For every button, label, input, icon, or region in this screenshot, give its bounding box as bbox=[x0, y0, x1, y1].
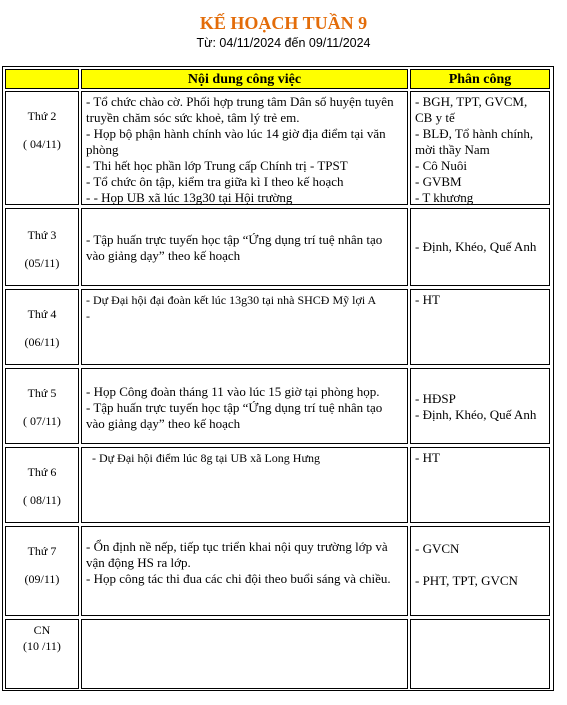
content-line: - bbox=[86, 309, 90, 323]
day-label: Thứ 7 bbox=[27, 544, 57, 558]
day-cell-tue bbox=[5, 208, 79, 286]
assign-line: - Định, Khéo, Quế Anh bbox=[415, 239, 537, 254]
assign-cell-sun bbox=[410, 619, 550, 689]
content-cell-sat bbox=[81, 526, 408, 616]
header-content-cell: Nội dung công việc bbox=[81, 69, 408, 89]
assign-line: - PHT, TPT, GVCN bbox=[415, 573, 518, 588]
assign-cell-thu bbox=[410, 368, 550, 444]
assign-line: - BLĐ, Tổ hành chính, mời thầy Nam bbox=[415, 126, 534, 157]
content-cell-tue bbox=[81, 208, 408, 286]
header-assign-cell: Phân công bbox=[410, 69, 550, 89]
content-cell-sun bbox=[81, 619, 408, 689]
day-date: ( 04/11) bbox=[23, 137, 61, 151]
assign-cell-mon bbox=[410, 91, 550, 205]
content-line: - Tổ chức chào cờ. Phối hợp trung tâm Dân số huyện tuyên truyền chăm sóc sức khoẻ, tâm lý trẻ em. bbox=[86, 94, 394, 125]
assign-cell-tue bbox=[410, 208, 550, 286]
assign-line: - GVCN bbox=[415, 541, 460, 556]
content-cell-fri bbox=[81, 447, 408, 523]
day-cell-mon bbox=[5, 91, 79, 205]
content-cell-thu bbox=[81, 368, 408, 444]
content-line: - Dự Đại hội điểm lúc 8g tại UB xã Long Hưng bbox=[92, 451, 320, 465]
assign-cell-fri bbox=[410, 447, 550, 523]
content-line: - Ổn định nề nếp, tiếp tục triển khai nội quy trường lớp và vận động HS ra lớp. bbox=[86, 539, 388, 570]
content-line: - Họp bộ phận hành chính vào lúc 14 giờ địa điểm tại văn phòng bbox=[86, 126, 386, 157]
assign-line: - BGH, TPT, GVCM, CB y tế bbox=[415, 94, 528, 125]
day-date: (09/11) bbox=[24, 572, 60, 586]
date-range: Từ: 04/11/2024 đến 09/11/2024 bbox=[196, 36, 371, 50]
day-label: Thứ 5 bbox=[27, 386, 57, 400]
assign-line: - HT bbox=[415, 450, 440, 465]
day-cell-thu bbox=[5, 368, 79, 444]
assign-line: - T khương bbox=[415, 190, 474, 205]
content-line: - Họp Công đoàn tháng 11 vào lúc 15 giờ tại phòng họp. bbox=[86, 384, 380, 399]
assign-line: - Định, Khéo, Quế Anh bbox=[415, 407, 537, 422]
content-cell-mon bbox=[81, 91, 408, 205]
header-blank-cell bbox=[5, 69, 79, 89]
content-line: - Dự Đại hội đại đoàn kết lúc 13g30 tại nhà SHCĐ Mỹ lợi A bbox=[86, 293, 377, 307]
content-line: - - Họp UB xã lúc 13g30 tại Hội trường bbox=[86, 190, 293, 205]
assign-line: - GVBM bbox=[415, 174, 462, 189]
day-label: Thứ 2 bbox=[27, 109, 57, 123]
day-label: Thứ 6 bbox=[27, 465, 57, 479]
day-date: (06/11) bbox=[24, 335, 60, 349]
content-line: - Tập huấn trực tuyến học tập “Ứng dụng trí tuệ nhân tạo vào giảng dạy” theo kế hoạch bbox=[86, 400, 383, 431]
content-line: - Họp công tác thi đua các chi đội theo buổi sáng và chiều. bbox=[86, 571, 391, 586]
day-label: CN bbox=[33, 623, 51, 637]
content-line: - Tổ chức ôn tập, kiểm tra giữa kì I theo kế hoạch bbox=[86, 174, 344, 189]
day-label: Thứ 3 bbox=[27, 228, 57, 242]
day-cell-sun bbox=[5, 619, 79, 689]
assign-cell-wed bbox=[410, 289, 550, 365]
day-cell-wed bbox=[5, 289, 79, 365]
assign-line: - HT bbox=[415, 292, 440, 307]
day-label: Thứ 4 bbox=[27, 307, 57, 321]
assign-line: - Cô Nuôi bbox=[415, 158, 467, 173]
assign-cell-sat bbox=[410, 526, 550, 616]
day-date: (05/11) bbox=[24, 256, 60, 270]
day-date: (10 /11) bbox=[23, 639, 61, 653]
content-line: - Thi hết học phần lớp Trung cấp Chính trị - TPST bbox=[86, 158, 348, 173]
page-title: KẾ HOẠCH TUẦN 9 bbox=[199, 13, 368, 33]
day-date: ( 08/11) bbox=[23, 493, 61, 507]
day-date: ( 07/11) bbox=[23, 414, 61, 428]
day-cell-fri bbox=[5, 447, 79, 523]
content-cell-wed bbox=[81, 289, 408, 365]
day-cell-sat bbox=[5, 526, 79, 616]
content-line: - Tập huấn trực tuyến học tập “Ứng dụng trí tuệ nhân tạo vào giảng dạy” theo kế hoạch bbox=[86, 232, 383, 263]
assign-line: - HĐSP bbox=[415, 391, 456, 406]
